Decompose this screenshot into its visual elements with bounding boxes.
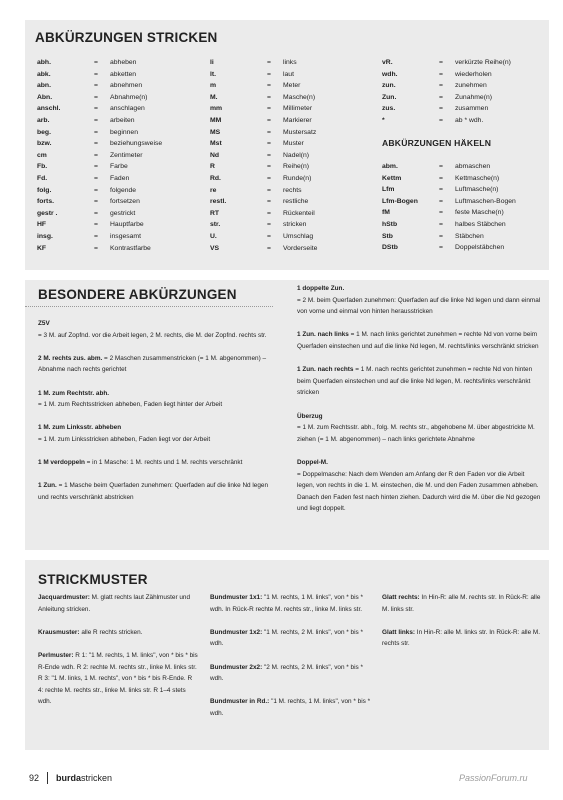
abbreviation-term: forts. xyxy=(37,198,54,206)
abbreviation-meaning: Millimeter xyxy=(283,105,313,113)
definition-text: "2 M. rechts, 2 M. links", von * bis * wdh. xyxy=(210,663,363,683)
definition-paragraph xyxy=(382,627,542,650)
definition-text: = 1 Masche beim Querfaden zunehmen: Querfaden auf die linke Nd legen und rechts verschränkt abstricken xyxy=(38,482,269,501)
definition-term: 1 M. zum Rechtstr. abh. xyxy=(38,389,110,397)
abbreviation-meaning: gestrickt xyxy=(110,209,136,217)
abbreviation-term: abh. xyxy=(37,59,51,66)
definition-term: Doppel-M. xyxy=(297,458,328,466)
definition-text: M. glatt rechts laut Zählmuster und Anleitung stricken. xyxy=(38,594,191,613)
abbreviation-term: U. xyxy=(210,233,217,240)
abbreviation-term: RT xyxy=(210,209,220,217)
crochet-abbreviations-title: ABKÜRZUNGEN HÄKELN xyxy=(382,138,492,148)
equals-sign: = xyxy=(267,221,271,229)
definition-term: 1 M. zum Linksstr. abheben xyxy=(38,424,122,432)
abbreviation-term: beg. xyxy=(37,128,51,136)
definition-paragraph xyxy=(210,696,372,719)
definition-text: = 1 M. zum Linksstricken abheben, Faden liegt vor der Arbeit xyxy=(38,435,211,443)
definition-text: "1 M. rechts, 1 M. links", von * bis * wdh. In Rück-R rechte M. rechts str., linke M. links str. xyxy=(210,594,363,613)
abbreviation-meaning: Mustersatz xyxy=(283,128,317,136)
equals-sign: = xyxy=(94,209,98,217)
equals-sign: = xyxy=(94,163,98,171)
abbreviation-term: anschl. xyxy=(37,105,61,113)
abbreviation-term: R xyxy=(210,163,215,171)
equals-sign: = xyxy=(267,186,271,194)
abbreviation-term: str. xyxy=(210,221,221,229)
abbreviation-term: gestr . xyxy=(37,209,58,217)
abbreviation-meaning: Rückenteil xyxy=(283,209,315,217)
definition-term: 1 M verdoppeln xyxy=(38,459,85,467)
abbreviation-meaning: abnehmen xyxy=(110,82,143,90)
equals-sign: = xyxy=(439,59,443,66)
definition-text: = 2 M. beim Querfaden zunehmen: Querfaden auf die linke Nd legen und dann einmal von vorne und einmal von hinten herausstricken xyxy=(297,296,541,316)
definition-paragraph xyxy=(210,662,372,685)
patterns-column-2 xyxy=(210,592,372,731)
abbreviation-term: VS xyxy=(210,244,220,252)
abbreviation-meaning: zunehmen xyxy=(455,82,487,90)
equals-sign: = xyxy=(439,93,443,101)
abbreviation-term: m xyxy=(210,82,217,90)
definition-text: = 1 M. zum Rechtsstricken abheben, Faden liegt hinter der Arbeit xyxy=(38,401,223,409)
definition-paragraph xyxy=(38,422,270,445)
definition-paragraph xyxy=(38,457,270,469)
equals-sign: = xyxy=(439,186,443,194)
abbreviation-meaning: Nadel(n) xyxy=(283,151,310,159)
page-footer xyxy=(29,772,112,784)
abbreviation-term: MS xyxy=(210,128,221,136)
definition-term: 1 Zun. xyxy=(38,482,57,490)
abbreviation-meaning: arbeiten xyxy=(110,117,135,124)
definition-text: = in 1 Masche: 1 M. rechts und 1 M. rechts verschränkt xyxy=(84,459,243,467)
definition-text: "1 M. rechts, 2 M. links", von * bis * wdh. xyxy=(210,628,363,648)
abbreviation-term: * xyxy=(382,117,385,124)
definition-paragraph xyxy=(297,364,541,399)
definition-paragraph xyxy=(38,592,198,615)
equals-sign: = xyxy=(94,198,98,206)
definition-paragraph xyxy=(382,592,542,615)
abbreviation-meaning: Abnahme(n) xyxy=(110,93,148,101)
definition-term: Überzug xyxy=(297,412,323,420)
abbreviation-term: wdh. xyxy=(382,70,398,78)
equals-sign: = xyxy=(439,232,443,240)
abbreviation-term: re xyxy=(210,186,217,194)
abbreviation-term: M. xyxy=(210,93,218,101)
abbreviation-meaning: insgesamt xyxy=(110,233,141,240)
definition-term: Z5V xyxy=(38,320,50,327)
definition-text: = 1 M. nach links gerichtet zunehmen = rechte Nd von vorne beim Querfaden einstechen und auf die linke Nd legen, M. rechts/links verschränkt stricken xyxy=(297,331,539,350)
abbreviation-term: li xyxy=(210,59,214,66)
patterns-column-1 xyxy=(38,592,198,720)
patterns-panel xyxy=(25,560,549,750)
definition-term: 1 Zun. nach links xyxy=(297,331,349,339)
equals-sign: = xyxy=(439,244,443,252)
abbreviation-meaning: halbes Stäbchen xyxy=(455,221,506,228)
abbreviation-meaning: anschlagen xyxy=(110,105,145,113)
abbreviation-meaning: fortsetzen xyxy=(110,198,140,206)
abbreviation-meaning: Zentimeter xyxy=(110,151,143,159)
definition-text: alle R rechts stricken. xyxy=(79,628,143,636)
abbreviation-term: Zun. xyxy=(382,93,397,101)
abbreviation-meaning: restliche xyxy=(283,198,309,206)
definition-term: Glatt links: xyxy=(382,628,416,636)
abbreviation-term: Stb xyxy=(382,232,393,240)
abbreviation-term: arb. xyxy=(37,117,50,124)
abbreviation-meaning: Kettmasche(n) xyxy=(455,174,500,182)
definition-term: Bundmuster 1x1: xyxy=(210,594,263,601)
definition-text: = 3 M. auf Zopfnd. vor die Arbeit legen, 2 M. rechts, die M. der Zopfnd. rechts str. xyxy=(38,331,267,339)
equals-sign: = xyxy=(94,186,98,194)
brand-name-bold: burda xyxy=(56,773,82,783)
definition-term: Perlmuster: xyxy=(38,651,74,659)
abbreviations-panel xyxy=(25,20,549,270)
equals-sign: = xyxy=(267,140,271,148)
equals-sign: = xyxy=(267,82,271,90)
abbreviation-meaning: stricken xyxy=(283,221,307,229)
special-abbreviations-title: BESONDERE ABKÜRZUNGEN xyxy=(38,287,237,302)
equals-sign: = xyxy=(94,128,98,136)
abbreviation-meaning: ab * wdh. xyxy=(455,117,484,124)
abbreviation-term: Lfm-Bogen xyxy=(382,197,418,205)
equals-sign: = xyxy=(267,117,271,124)
abbreviation-meaning: beziehungsweise xyxy=(110,140,163,148)
definition-paragraph xyxy=(297,283,541,318)
patterns-column-3 xyxy=(382,592,542,662)
special-right-column xyxy=(297,283,541,526)
equals-sign: = xyxy=(267,93,271,101)
definition-term: Krausmuster: xyxy=(38,628,80,636)
abbreviation-term: insg. xyxy=(37,233,53,240)
equals-sign: = xyxy=(94,233,98,240)
special-abbreviations-panel xyxy=(25,280,549,550)
abbreviation-term: Fb. xyxy=(37,163,48,171)
knitting-abbreviations-title: ABKÜRZUNGEN STRICKEN xyxy=(35,30,218,45)
abbreviation-meaning: Markierer xyxy=(283,117,312,124)
abbreviation-meaning: Reihe(n) xyxy=(283,163,310,171)
equals-sign: = xyxy=(439,105,443,113)
equals-sign: = xyxy=(94,70,98,78)
abbreviation-term: Fd. xyxy=(37,175,48,182)
equals-sign: = xyxy=(94,221,98,229)
definition-paragraph xyxy=(38,353,270,376)
equals-sign: = xyxy=(267,70,271,78)
abbreviation-term: abk. xyxy=(37,70,51,78)
equals-sign: = xyxy=(94,82,98,90)
definition-term: Bundmuster 2x2: xyxy=(210,663,263,671)
definition-term: 1 Zun. nach rechts xyxy=(297,366,354,374)
abbreviation-term: Abn. xyxy=(37,93,53,101)
abbreviation-meaning: abmaschen xyxy=(455,163,491,170)
definition-paragraph xyxy=(297,457,541,515)
abbreviation-meaning: Zunahme(n) xyxy=(455,93,493,101)
equals-sign: = xyxy=(267,151,271,159)
definition-paragraph xyxy=(210,592,372,615)
equals-sign: = xyxy=(94,175,98,182)
abbreviation-term: DStb xyxy=(382,244,398,252)
abbreviation-term: restl. xyxy=(210,198,227,206)
definition-paragraph xyxy=(38,627,198,639)
equals-sign: = xyxy=(94,244,98,252)
definition-term: Glatt rechts: xyxy=(382,594,420,601)
definition-paragraph xyxy=(38,318,270,341)
abbreviation-meaning: Doppelstäbchen xyxy=(455,244,505,252)
abbreviation-term: bzw. xyxy=(37,140,52,148)
abbreviation-term: Rd. xyxy=(210,175,221,182)
abbreviation-meaning: Muster xyxy=(283,140,304,148)
definition-text: R 1: "1 M. rechts, 1 M. links", von * bis * bis R-Ende wdh. R 2: rechte M. rechts str., linke M. links str. R 3: "1 M. links, 1 M. rechts", von * bis * bis R-Ende. R 4: rechte M. rechts str., linke M. links str. R 1–4 stets wdh. xyxy=(38,651,198,706)
abbreviation-term: MM xyxy=(210,117,222,124)
abbreviation-meaning: laut xyxy=(283,70,294,78)
equals-sign: = xyxy=(439,163,443,170)
equals-sign: = xyxy=(267,244,271,252)
equals-sign: = xyxy=(267,128,271,136)
definition-text: = 2 Maschen zusammenstricken (= 1 M. abgenommen) – Abnahme nach rechts gerichtet xyxy=(38,354,267,374)
special-left-column xyxy=(38,318,270,515)
abbreviation-meaning: folgende xyxy=(110,186,137,194)
equals-sign: = xyxy=(267,105,271,113)
equals-sign: = xyxy=(94,117,98,124)
abbreviation-meaning: beginnen xyxy=(110,128,138,136)
abbreviation-meaning: Umschlag xyxy=(283,233,314,240)
patterns-title: STRICKMUSTER xyxy=(38,572,148,587)
abbreviation-term: cm xyxy=(37,151,47,159)
watermark: PassionForum.ru xyxy=(459,773,528,783)
equals-sign: = xyxy=(439,197,443,205)
abbreviation-meaning: Luftmaschen-Bogen xyxy=(455,197,516,205)
equals-sign: = xyxy=(267,198,271,206)
definition-text: = 1 M. nach rechts gerichtet zunehmen = rechte Nd von hinten beim Querfaden einstechen und auf die linke Nd legen, M. rechts/links verschränkt stricken xyxy=(297,366,533,397)
equals-sign: = xyxy=(439,209,443,217)
abbreviation-meaning: zusammen xyxy=(455,105,489,113)
abbreviation-term: zun. xyxy=(382,82,396,90)
abbreviation-term: abm. xyxy=(382,163,398,170)
definition-paragraph xyxy=(38,480,270,503)
title-divider xyxy=(25,306,273,307)
abbreviation-term: zus. xyxy=(382,105,396,113)
abbreviation-meaning: Vorderseite xyxy=(283,244,318,252)
abbreviation-meaning: Hauptfarbe xyxy=(110,221,144,229)
abbreviation-term: Kettm xyxy=(382,174,402,182)
abbreviation-term: hStb xyxy=(382,221,398,228)
abbreviation-term: mm xyxy=(210,105,223,113)
equals-sign: = xyxy=(267,163,271,171)
equals-sign: = xyxy=(94,93,98,101)
abbreviation-term: fM xyxy=(382,209,390,217)
definition-text: In Hin-R: alle M. links str. In Rück-R: alle M. rechts str. xyxy=(382,628,541,648)
definition-term: Bundmuster 1x2: xyxy=(210,628,263,636)
equals-sign: = xyxy=(94,59,98,66)
definition-paragraph xyxy=(38,650,198,708)
equals-sign: = xyxy=(439,221,443,228)
definition-text: = Doppelmasche: Nach dem Wenden am Anfang der R den Faden vor die Arbeit legen, von rechts in die 1. M. einstechen, die M. und den Faden zusammen abheben. Danach den Faden fest nach hinten ziehen. Dadurch wird die M. über die Nd gezogen und liegt doppelt. xyxy=(297,470,541,513)
abbreviation-meaning: rechts xyxy=(283,186,302,194)
abbreviation-meaning: Farbe xyxy=(110,163,128,171)
equals-sign: = xyxy=(439,174,443,182)
equals-sign: = xyxy=(267,233,271,240)
definition-term: Bundmuster in Rd.: xyxy=(210,698,270,706)
abbreviation-term: lt. xyxy=(210,70,217,78)
definition-paragraph xyxy=(210,627,372,650)
abbreviation-term: HF xyxy=(37,221,47,229)
abbreviation-meaning: abheben xyxy=(110,59,137,66)
abbreviation-meaning: Kontrastfarbe xyxy=(110,244,151,252)
abbreviation-meaning: Luftmasche(n) xyxy=(455,186,499,194)
definition-paragraph xyxy=(38,388,270,411)
definition-paragraph xyxy=(297,329,541,352)
abbreviation-meaning: wiederholen xyxy=(455,70,492,78)
definition-term: 2 M. rechts zus. abm. xyxy=(38,354,103,362)
abbreviation-term: abn. xyxy=(37,82,51,90)
abbreviation-meaning: abketten xyxy=(110,70,137,78)
definition-text: = 1 M. zum Rechtsstr. abh., folg. M. rechts str., abgehobene M. über abgestrickte M. ziehen (= 1 M. abgenommen) – nach links gerichtete Abnahme xyxy=(297,424,535,443)
abbreviation-meaning: Meter xyxy=(283,82,301,90)
abbreviation-meaning: Masche(n) xyxy=(283,93,316,101)
equals-sign: = xyxy=(94,151,98,159)
abbreviation-meaning: Faden xyxy=(110,175,130,182)
abbreviation-meaning: Stäbchen xyxy=(455,232,484,240)
equals-sign: = xyxy=(267,209,271,217)
equals-sign: = xyxy=(439,117,443,124)
abbreviation-meaning: feste Masche(n) xyxy=(455,209,504,217)
definition-text: "1 M. rechts, 1 M. links", von * bis * wdh. xyxy=(210,698,371,717)
abbreviation-term: folg. xyxy=(37,186,52,194)
equals-sign: = xyxy=(94,140,98,148)
page-number: 92 xyxy=(29,772,48,784)
abbreviation-meaning: verkürzte Reihe(n) xyxy=(455,59,511,66)
equals-sign: = xyxy=(439,70,443,78)
brand-name-light: stricken xyxy=(81,773,113,783)
equals-sign: = xyxy=(267,175,271,182)
abbreviation-meaning: links xyxy=(283,59,297,66)
abbreviation-term: Lfm xyxy=(382,186,395,194)
definition-paragraph xyxy=(297,411,541,446)
equals-sign: = xyxy=(439,82,443,90)
definition-term: Jacquardmuster: xyxy=(38,594,90,601)
equals-sign: = xyxy=(94,105,98,113)
abbreviation-term: Nd xyxy=(210,151,220,159)
abbreviation-term: vR. xyxy=(382,59,393,66)
definition-term: 1 doppelte Zun. xyxy=(297,285,345,292)
abbreviation-term: Mst xyxy=(210,140,222,148)
abbreviation-term: KF xyxy=(37,244,47,252)
abbreviation-meaning: Runde(n) xyxy=(283,175,312,182)
definition-text: In Hin-R: alle M. rechts str. In Rück-R: alle M. links str. xyxy=(382,594,541,613)
equals-sign: = xyxy=(267,59,271,66)
